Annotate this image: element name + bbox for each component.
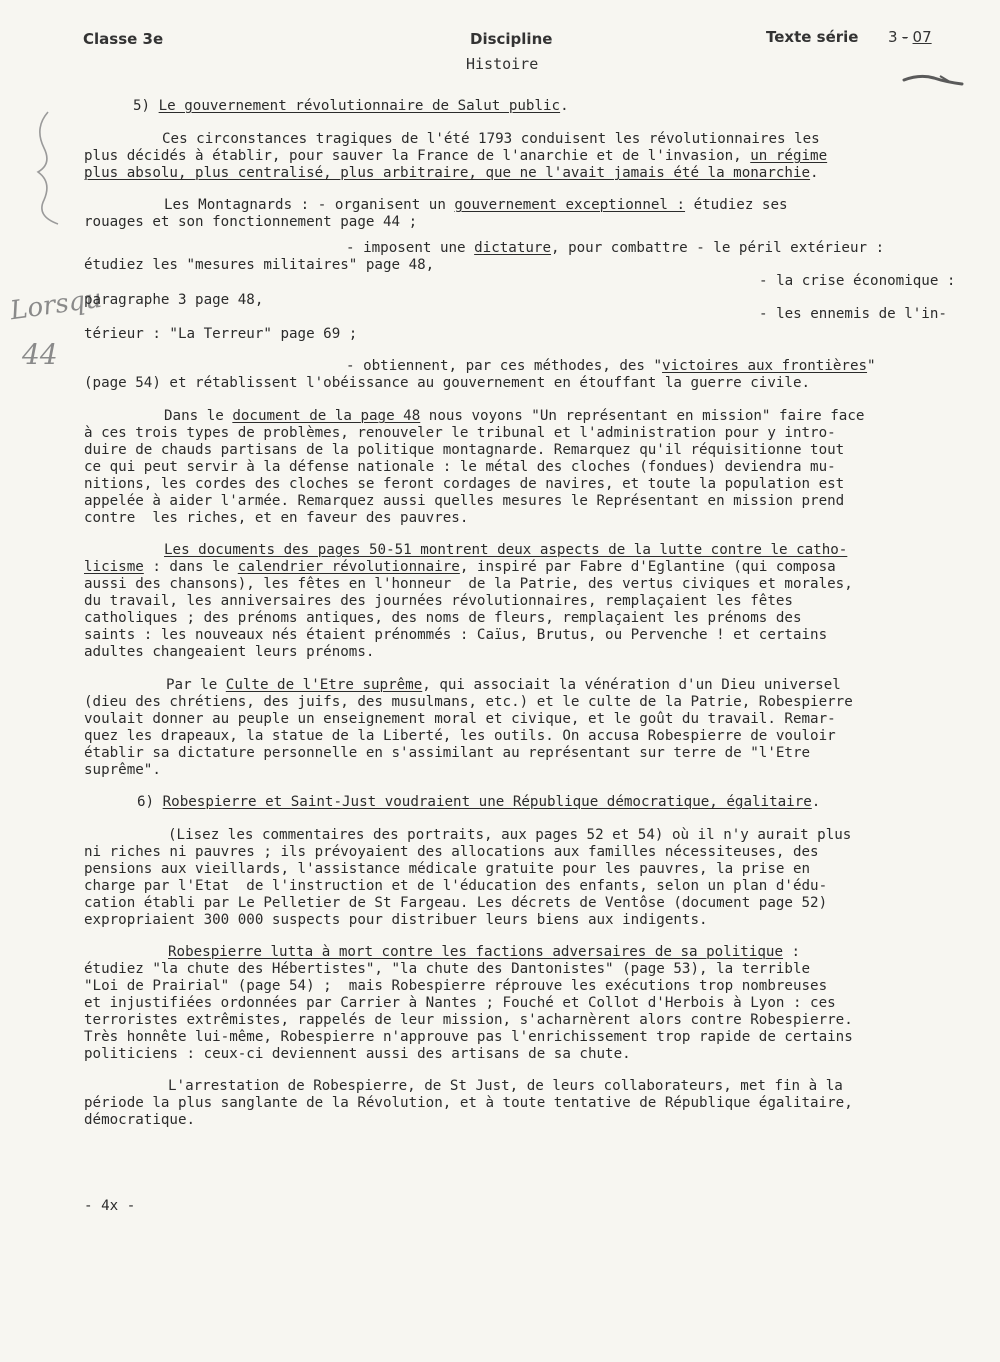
series-number: 3 - 07 [888, 28, 932, 46]
montagnards-ennemis: - les ennemis de l'in- [759, 306, 947, 322]
montagnards-paragraph: Les Montagnards : - organisent un gouvernement exceptionnel : étudiez ses rouages et son fonctionnement page 44 ; [84, 197, 788, 230]
section-6-arrestation-paragraph: L'arrestation de Robespierre, de St Just, de leurs collaborateurs, met fin à la période la plus sanglante de la Révolution, et à toute tentative de République égalitaire, démocratique. [84, 1078, 853, 1128]
page-number: - 4x - [84, 1198, 136, 1214]
document-48-paragraph: Dans le document de la page 48 nous voyons "Un représentant en mission" faire face à ces trois types de problèmes, renouveler le tribunal et l'administration pour y intro- duire de chauds partisans de la politique montagnarde. Remarquez qu'il réquisitionne tout ce qui peut servir à la défense nationale : le métal des cloches (fondues) deviendra mu- nitions, les cordes des cloches se feront cordages de navires, et toute la population est appelée à aider l'armée. Remarquez aussi quelles mesures le Représentant en mission prend contre les riches, et en faveur des pauvres. [84, 408, 865, 526]
section-5-heading: 5) Le gouvernement révolutionnaire de Salut public. [133, 98, 569, 114]
montagnards-terreur: térieur : "La Terreur" page 69 ; [84, 326, 358, 342]
margin-bracket-mark [28, 108, 68, 228]
montagnards-crise: - la crise économique : [759, 273, 956, 289]
class-label: Classe 3e [83, 30, 164, 48]
montagnards-dictature: - imposent une dictature, pour combattre - le péril extérieur : étudiez les "mesures militaires" page 48, [84, 240, 885, 273]
subject-label: Histoire [466, 55, 539, 73]
discipline-label: Discipline [470, 30, 553, 48]
culte-etre-supreme-paragraph: Par le Culte de l'Etre suprême, qui associait la vénération d'un Dieu universel (dieu des chrétiens, des juifs, des musulmans, etc.) et le culte de la Patrie, Robespierre voulait donner au peuple un enseignement moral et civique, et le goût du travail. Remar- quez les drapeaux, la statue de la Liberté, les outils. On accusa Robespierre de vouloir établir sa dictature personnelle en s'assimilant au représentant sur terre de "l'Etre suprême". [84, 677, 853, 778]
series-label: Texte série [766, 28, 859, 46]
intro-paragraph: Ces circonstances tragiques de l'été 1793 conduisent les révolutionnaires les plus décidés à établir, pour sauver la France de l'anarchie et de l'invasion, un régime plus absolu, plus centralisé, plus arbitraire, que ne l'avait jamais été la monarchie. [84, 131, 828, 181]
margin-note-number: 44 [22, 338, 58, 371]
montagnards-paragraphe: paragraphe 3 page 48, [84, 292, 264, 308]
montagnards-victoires: - obtiennent, par ces méthodes, des "victoires aux frontières" (page 54) et rétablissent l'obéissance au gouvernement en étouffant la guerre civile. [84, 358, 876, 391]
section-6-factions-paragraph: Robespierre lutta à mort contre les factions adversaires de sa politique : étudiez "la chute des Hébertistes", "la chute des Dantonistes" (page 53), la terrible "Loi de Prairial" (page 54) ; mais Robespierre réprouve les exécutions trop nombreuses et injustifiées ordonnées par Carrier à Nantes ; Fouché et Collot d'Herbois à Lyon : ces terroristes extrêmistes, rappelés de leur mission, s'acharnèrent alors contre Robespierre. Très honnête lui-même, Robespierre n'approuve pas l'enrichissement trop rapide de certains politiciens : ceux-ci deviennent aussi des artisans de sa chute. [84, 944, 853, 1062]
margin-note-word: Lorsqu [8, 283, 104, 327]
pen-stroke-mark [900, 68, 970, 90]
section-6-heading: 6) Robespierre et Saint-Just voudraient une République démocratique, égalitaire. [137, 794, 821, 810]
section-6-portraits-paragraph: (Lisez les commentaires des portraits, aux pages 52 et 54) où il n'y aurait plus ni riches ni pauvres ; ils prévoyaient des allocations aux familles nécessiteuses, des pensions aux vieillards, l'assistance médicale gratuite pour les pauvres, la prise en charge par l'Etat de l'instruction et de l'éducation des enfants, selon un plan d'édu- cation établi par Le Pelletier de St Fargeau. Les décrets de Ventôse (document page 52) expropriaient 300 000 suspects pour distribuer leurs biens aux indigents. [84, 827, 852, 928]
documents-50-51-paragraph: Les documents des pages 50-51 montrent deux aspects de la lutte contre le catho- licisme : dans le calendrier révolutionnaire, inspiré par Fabre d'Eglantine (qui composa aussi des chansons), les fêtes en l'honneur de la Patrie, des vertus civiques et morales, du travail, les anniversaires des journées révolutionnaires, remplaçaient les fêtes catholiques ; des prénoms antiques, des noms de fleurs, remplaçaient les prénoms des saints : les nouveaux nés étaient prénommés : Caïus, Brutus, ou Pervenche ! et certains adultes changeaient leurs prénoms. [84, 542, 853, 660]
